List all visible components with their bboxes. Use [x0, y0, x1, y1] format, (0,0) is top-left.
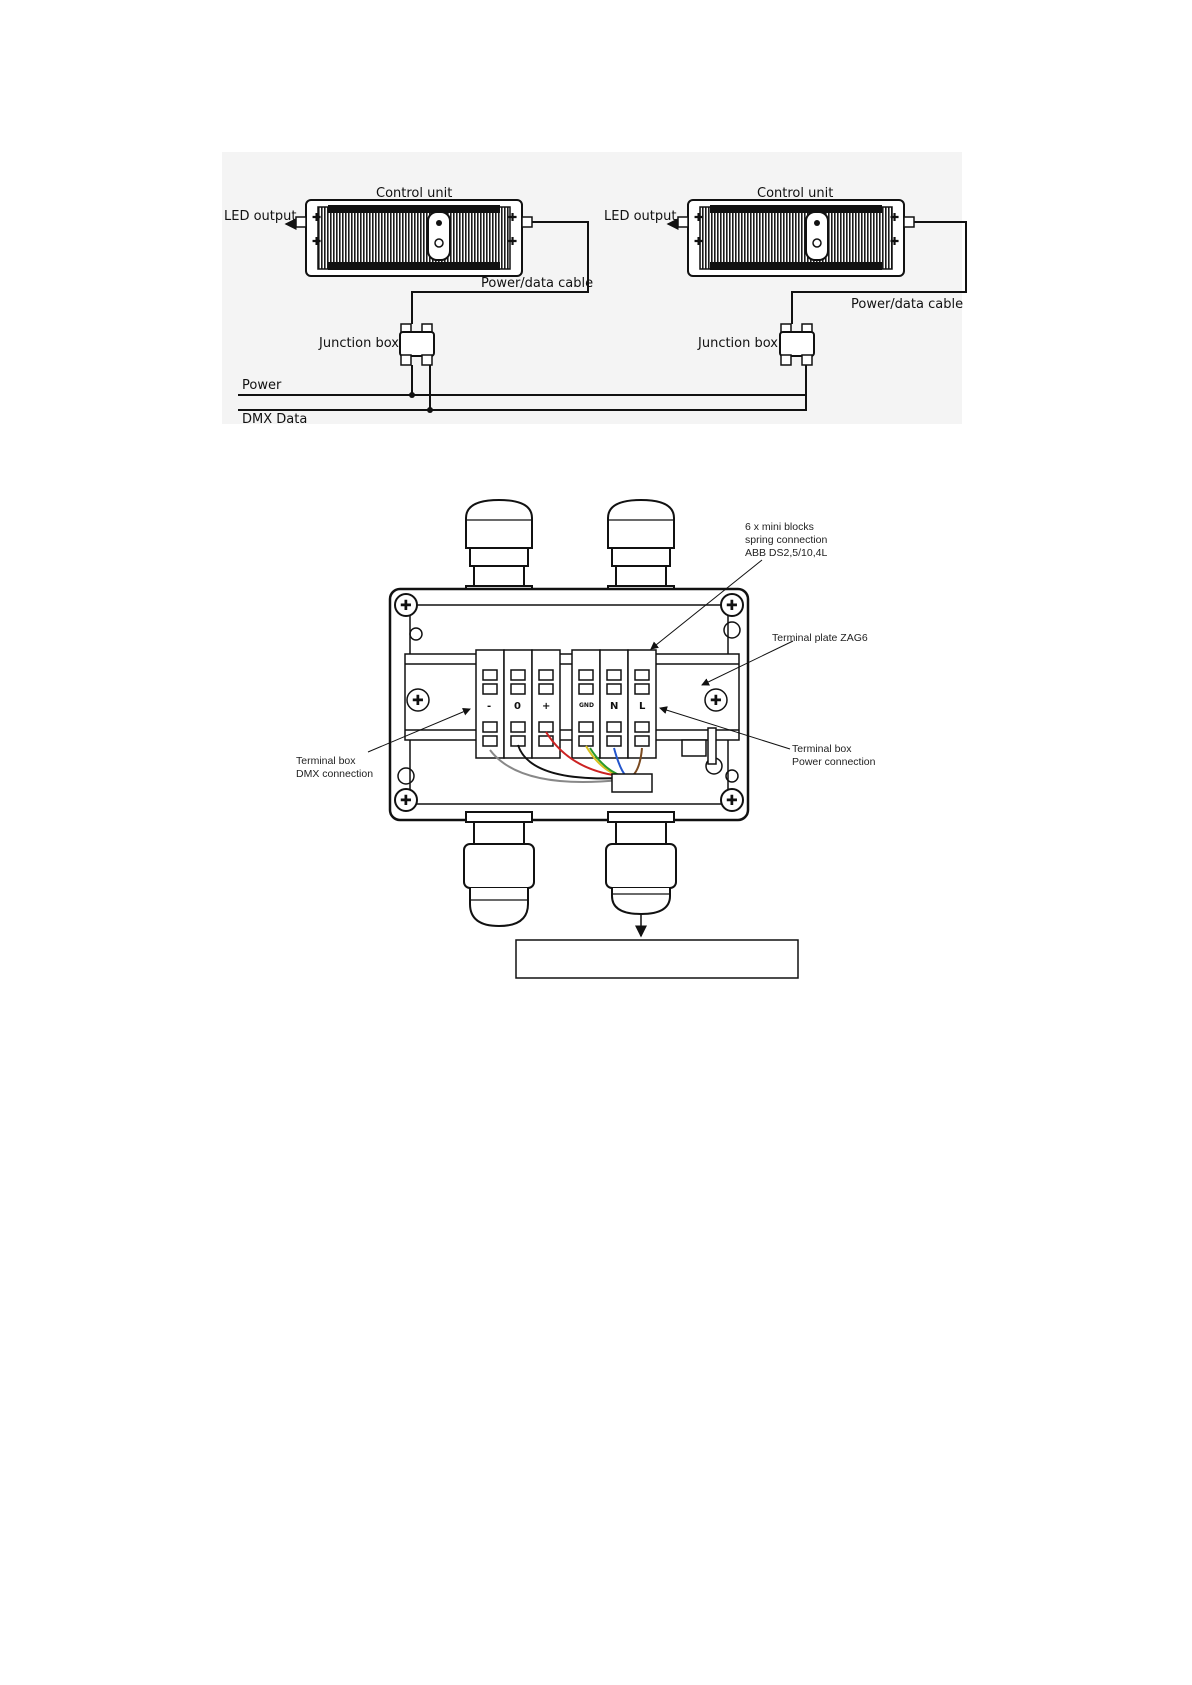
dmx-terminal-zero: 0 [514, 701, 521, 712]
power-label: Power [242, 378, 282, 393]
svg-text:✚: ✚ [400, 598, 412, 614]
junction-box-label-2: Junction box [698, 336, 778, 351]
dmx-data-label: DMX Data [242, 412, 308, 427]
terminal-plate-label: Terminal plate ZAG6 [772, 632, 868, 644]
dmx-terminal-minus: - [487, 701, 492, 712]
power-terminal-n: N [610, 701, 619, 712]
power-data-cable-label-2: Power/data cable [851, 297, 964, 312]
dmx-terminal-plus: + [542, 701, 551, 712]
terminal-box-power-label: Terminal box Power connection [792, 743, 876, 768]
svg-text:✚: ✚ [508, 235, 518, 248]
svg-text:✚: ✚ [508, 211, 518, 224]
svg-text:✚: ✚ [312, 211, 322, 224]
cable-entry [612, 774, 652, 792]
svg-text:✚: ✚ [694, 235, 704, 248]
control-unit-label-2: Control unit [757, 186, 834, 201]
control-unit-2 [668, 200, 914, 276]
output-box [516, 940, 798, 978]
svg-text:✚: ✚ [890, 211, 900, 224]
svg-text:✚: ✚ [726, 793, 738, 809]
svg-text:✚: ✚ [710, 693, 722, 709]
cable-gland-top-left [466, 500, 532, 596]
control-unit-label-1: Control unit [376, 186, 453, 201]
svg-text:✚: ✚ [412, 693, 424, 709]
terminal-box-dmx-label: Terminal box DMX connection [296, 755, 374, 780]
mini-blocks-label: 6 x mini blocks spring connection ABB DS2,5/10,4L [745, 521, 828, 559]
junction-box-detail [296, 500, 876, 978]
cable-gland-bottom-left [464, 812, 534, 926]
junction-box-label-1: Junction box [319, 336, 399, 351]
cable-gland-top-right [608, 500, 674, 596]
control-unit-1 [286, 200, 532, 276]
led-output-label-2: LED output [604, 209, 677, 224]
cable-gland-bottom-right [606, 812, 676, 914]
svg-text:✚: ✚ [694, 211, 704, 224]
led-output-label-1: LED output [224, 209, 297, 224]
power-terminal-gnd: GND [579, 702, 594, 709]
power-terminal-l: L [639, 701, 646, 712]
power-data-cable-label-1: Power/data cable [481, 276, 594, 291]
svg-text:✚: ✚ [400, 793, 412, 809]
svg-text:✚: ✚ [890, 235, 900, 248]
svg-text:✚: ✚ [726, 598, 738, 614]
wiring-diagram [222, 152, 966, 427]
svg-text:✚: ✚ [312, 235, 322, 248]
